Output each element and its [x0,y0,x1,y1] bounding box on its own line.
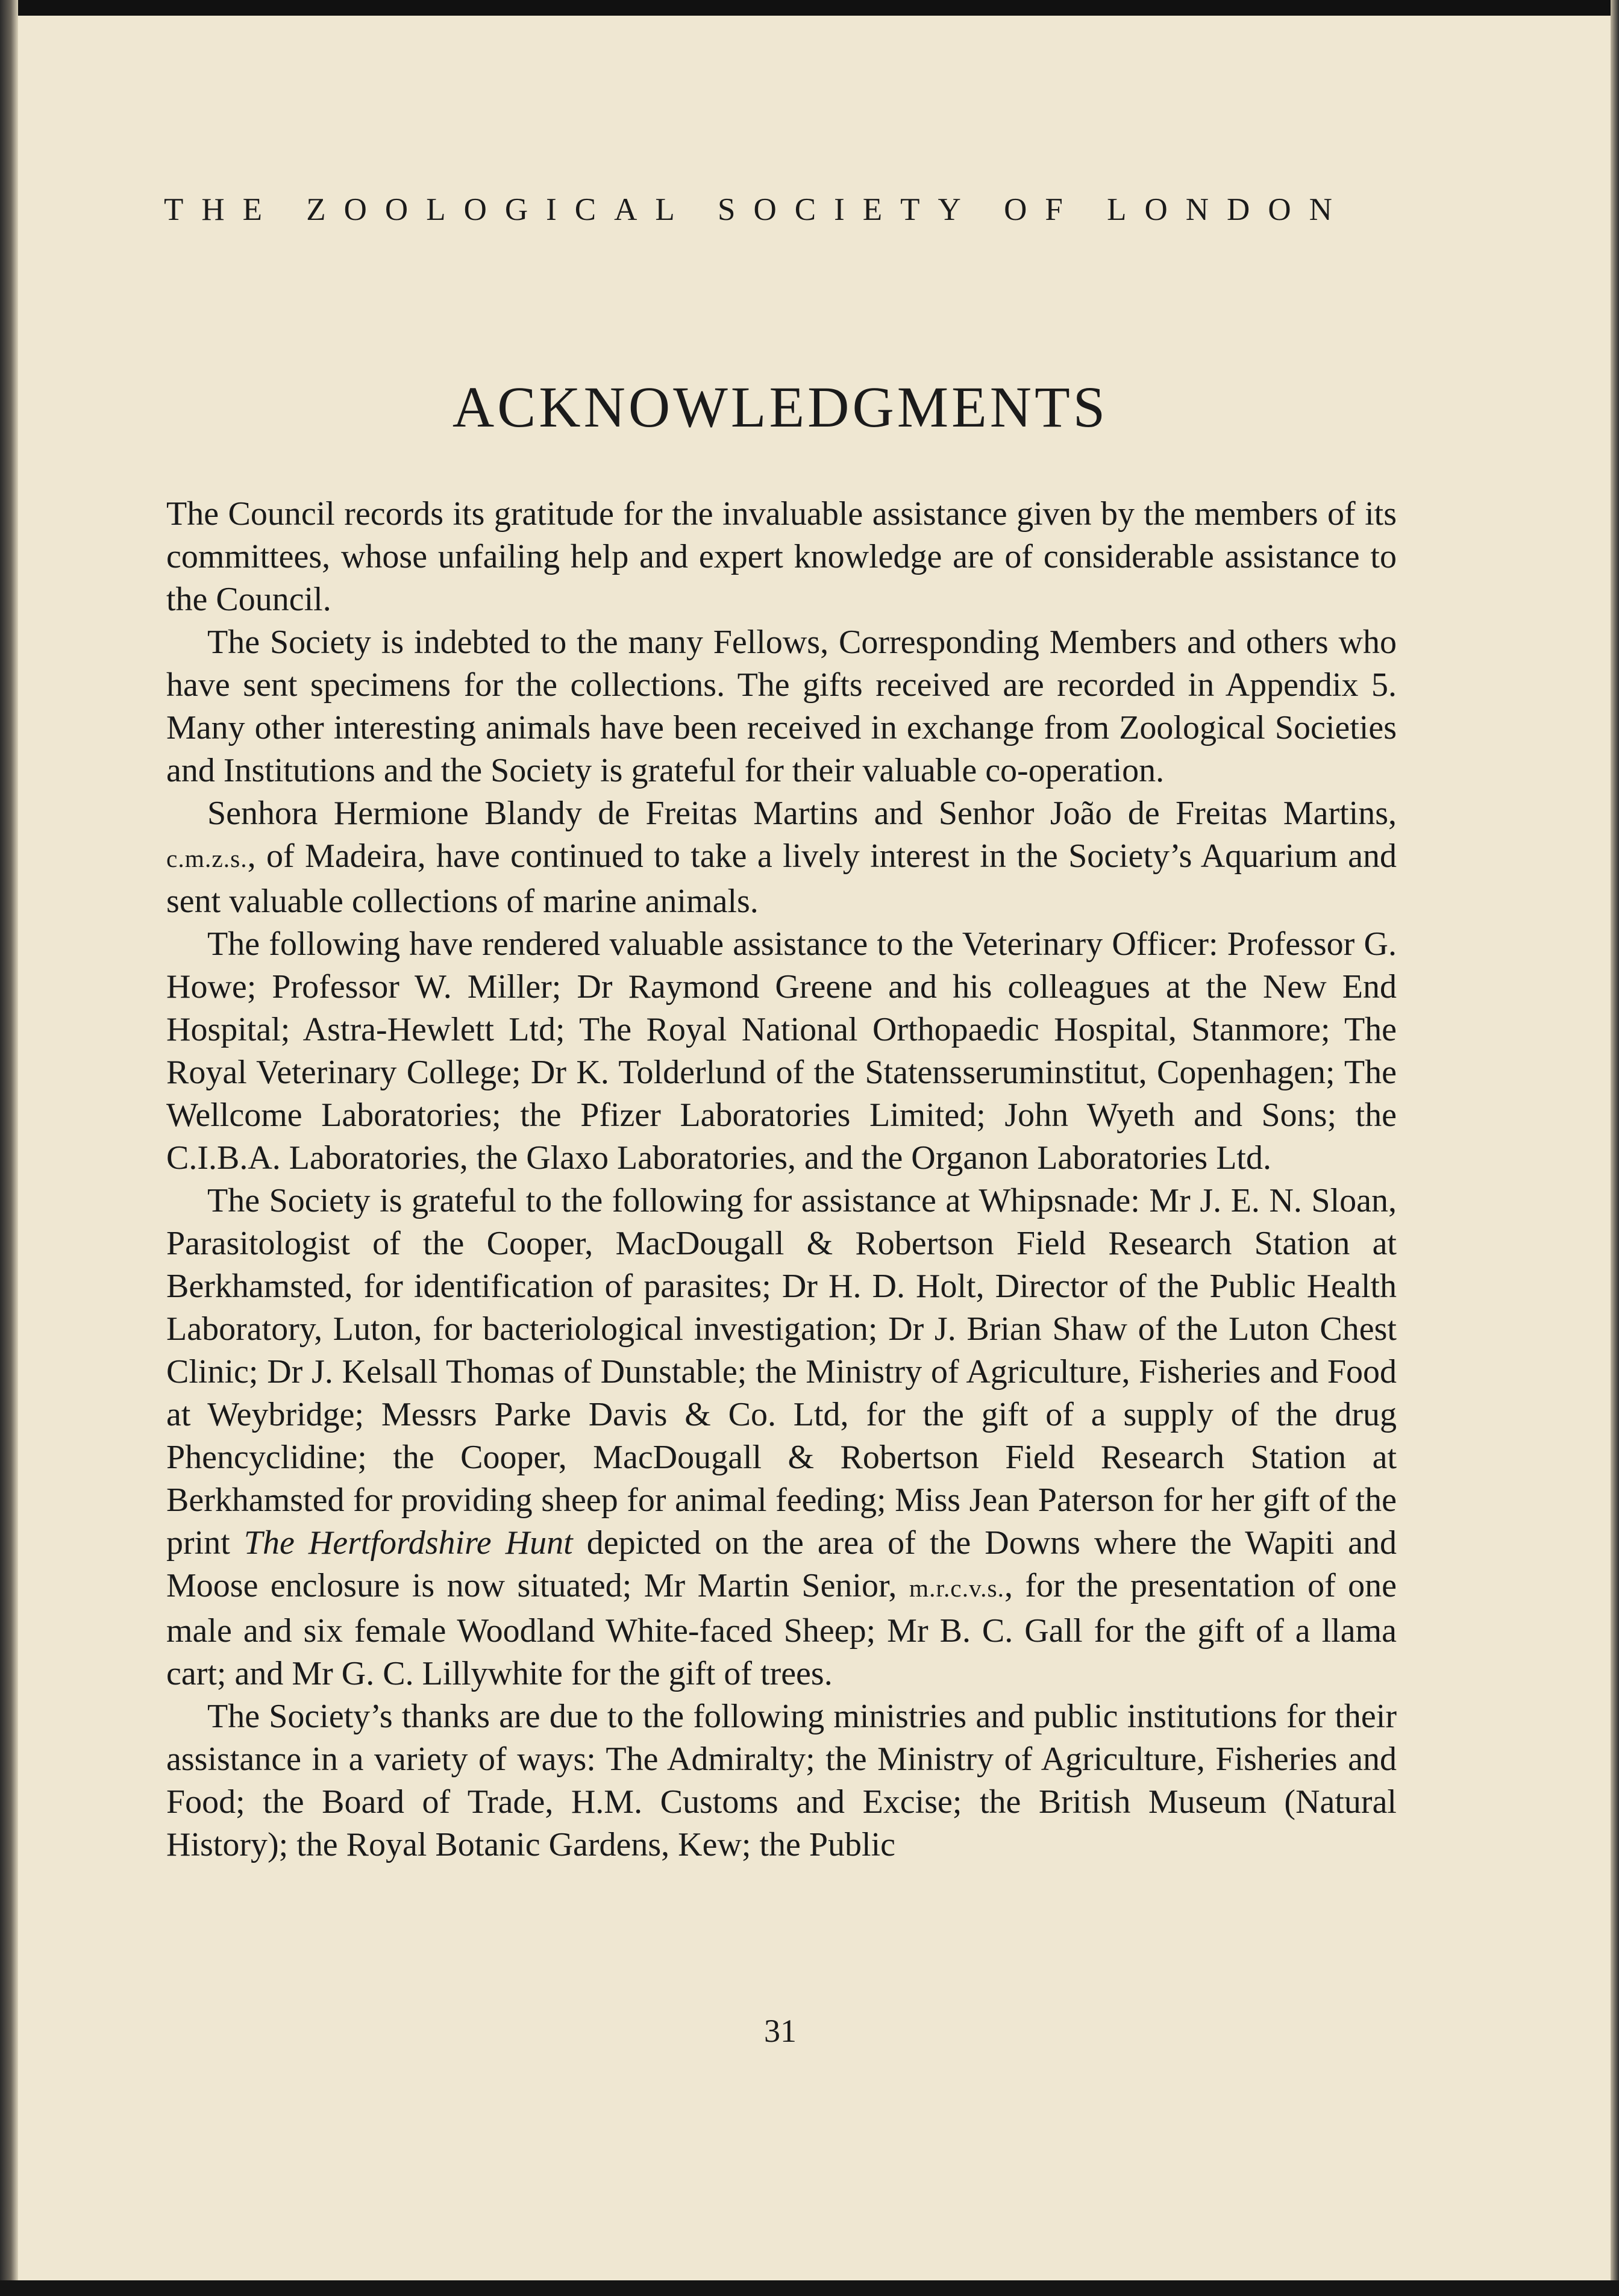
paragraph-5-smallcaps: m.r.c.v.s. [909,1574,1004,1602]
page-title: ACKNOWLEDGMENTS [452,375,1109,439]
running-head: THE ZOOLOGICAL SOCIETY OF LONDON [164,192,1350,227]
paragraph-5-text-b: depicted on the area of the Downs where the Wapiti and Moose enclosure is now situated; Mr Martin Senior, [166,1524,1397,1604]
paragraph-1: The Council records its gratitude for the invaluable assistance given by the members of its committees, whose unfailing help and expert knowledge are of considerable assistance to the Council. [166,495,1397,618]
paragraph-3-text-b: , of Madeira, have continued to take a lively interest in the Society’s Aquarium and sent valuable collections of marine animals. [166,837,1397,920]
body-text [166,493,1397,1866]
paragraph-5-text-a: The Society is grateful to the following for assistance at Whipsnade: Mr J. E. N. Sloan, Parasitologist of the Cooper, MacDougall & Robertson Field Research Station at Berkhamsted, for identification of parasites; Dr H. D. Holt, Director of the Public Health Laboratory, Luton, for bacteriological investigation; Dr J. Brian Shaw of the Luton Chest Clinic; Dr J. Kelsall Thomas of Dunstable; the Ministry of Agriculture, Fisheries and Food at Weybridge; Messrs Parke Davis & Co. Ltd, for the gift of a supply of the drug Phencyclidine; the Cooper, MacDougall & Robertson Field Research Station at Berkhamsted for providing sheep for animal feeding; Miss Jean Paterson for her gift of the print [166,1182,1397,1562]
page-number: 31 [764,2013,797,2049]
paragraph-3-text-a: Senhora Hermione Blandy de Freitas Martins and Senhor João de Freitas Martins, [207,795,1397,832]
scan-bottom-edge [0,2280,1619,2296]
paragraph-5-italic-title: The Hertfordshire Hunt [243,1524,573,1562]
paragraph-6: The Society’s thanks are due to the following ministries and public institutions for their assistance in a variety of ways: The Admiralty; the Ministry of Agriculture, Fisheries and Food; the Board of Trade, H.M. Customs and Excise; the British Museum (Natural History); the Royal Botanic Gardens, Kew; the Public [166,1698,1397,1863]
paragraph-5 [166,1180,1397,1695]
scan-left-edge [0,0,18,2296]
paragraph-4: The following have rendered valuable assistance to the Veterinary Officer: Professor G. Howe; Professor W. Miller; Dr Raymond Greene and his colleagues at the New End Hospital; Astra-Hewlett Ltd; The Royal National Orthopaedic Hospital, Stanmore; The Royal Veterinary College; Dr K. Tolderlund of the Statensseruminstitut, Copenhagen; The Wellcome Laboratories; the Pfizer Laboratories Limited; John Wyeth and Sons; the C.I.B.A. Laboratories, the Glaxo Laboratories, and the Organon Laboratories Ltd. [166,925,1397,1177]
scan-top-edge [0,0,1619,16]
paragraph-3 [166,792,1397,923]
paragraph-3-smallcaps: c.m.z.s. [166,845,248,872]
paragraph-2: The Society is indebted to the many Fellows, Corresponding Members and others who have sent specimens for the collections. The gifts received are recorded in Appendix 5. Many other interesting animals have been received in exchange from Zoological Societies and Institutions and the Society is grateful for their valuable co-operation. [166,624,1397,789]
paragraph-5-text-c: , for the presentation of one male and six female Woodland White-faced Sheep; Mr B. C. Gall for the gift of a llama cart; and Mr G. C. Lillywhite for the gift of trees. [166,1567,1397,1692]
scan-right-edge [1611,0,1619,2296]
